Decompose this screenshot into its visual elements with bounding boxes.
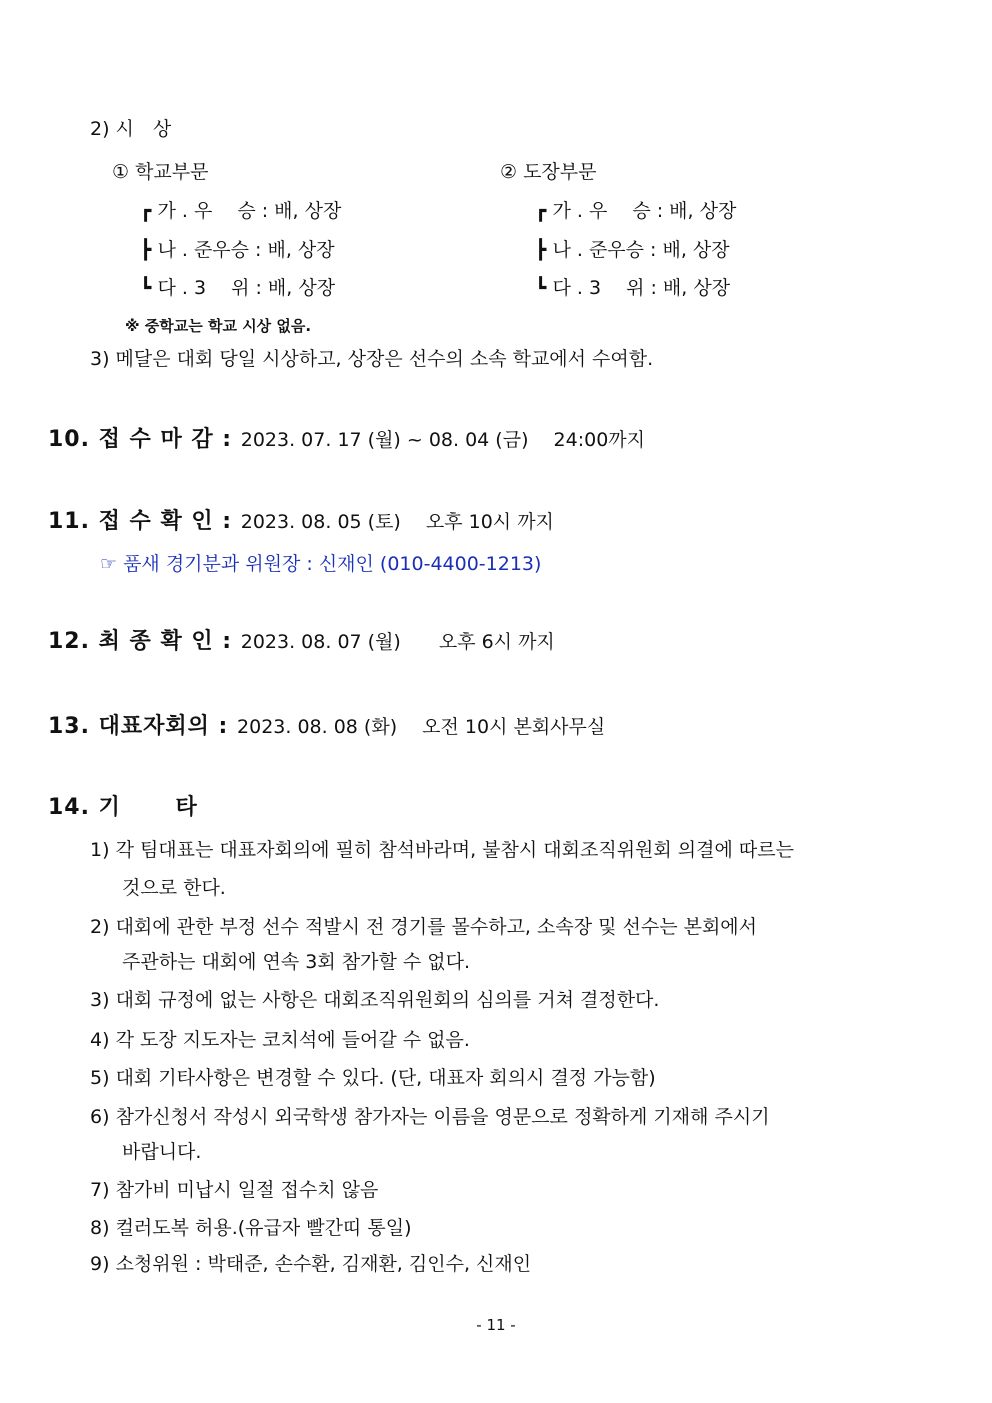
section-12-label: 12. 최 종 확 인 : bbox=[48, 629, 233, 654]
etc-item-number: 8) bbox=[90, 1217, 110, 1239]
etc-item-continuation: 것으로 한다. bbox=[122, 877, 226, 899]
contact-line: ☞ 품새 경기분과 위원장 : 신재인 (010-4400-1213) bbox=[100, 553, 542, 575]
etc-item-number: 4) bbox=[90, 1029, 110, 1051]
etc-item-text: 대회에 관한 부정 선수 적발시 전 경기를 몰수하고, 소속장 및 선수는 본회에서 bbox=[115, 916, 758, 938]
section-10-label: 10. 접 수 마 감 : bbox=[48, 427, 233, 452]
section-12 bbox=[48, 630, 555, 654]
school-award-row: ┗ 다 . 3 위 : 배, 상장 bbox=[140, 277, 336, 299]
section-10 bbox=[48, 428, 645, 452]
award-note: ※ 중학교는 학교 시상 없음. bbox=[125, 317, 312, 335]
etc-item-number: 1) bbox=[90, 839, 110, 861]
etc-item bbox=[90, 1178, 378, 1202]
section-11-value: 2023. 08. 05 (토) 오후 10시 까지 bbox=[240, 511, 554, 533]
etc-item-number: 9) bbox=[90, 1253, 110, 1275]
etc-item-text: 대회 기타사항은 변경할 수 있다. (단, 대표자 회의시 결정 가능함) bbox=[115, 1067, 656, 1089]
etc-item-text: 대회 규정에 없는 사항은 대회조직위원회의 심의를 거쳐 결정한다. bbox=[115, 989, 660, 1011]
section-13-value: 2023. 08. 08 (화) 오전 10시 본회사무실 bbox=[237, 716, 606, 738]
etc-item-text: 참가신청서 작성시 외국학생 참가자는 이름을 영문으로 정확하게 기재해 주시기 bbox=[115, 1106, 770, 1128]
award-item-3: 3) 메달은 대회 당일 시상하고, 상장은 선수의 소속 학교에서 수여함. bbox=[90, 348, 654, 370]
etc-item bbox=[90, 915, 757, 939]
section-14-label: 14. 기 타 bbox=[48, 795, 198, 820]
etc-item-text: 소청위원 : 박태준, 손수환, 김재환, 김인수, 신재인 bbox=[115, 1253, 532, 1275]
etc-item-continuation: 바랍니다. bbox=[122, 1141, 202, 1163]
etc-item bbox=[90, 1066, 656, 1090]
section-13 bbox=[48, 715, 605, 739]
page-number: - 11 - bbox=[476, 1316, 516, 1334]
award-heading: 2) 시 상 bbox=[90, 118, 172, 140]
etc-item-text: 각 팀대표는 대표자회의에 필히 참석바라며, 불참시 대회조직위원회 의결에 따르는 bbox=[115, 839, 794, 861]
section-11 bbox=[48, 510, 554, 534]
section-10-value: 2023. 07. 17 (월) ~ 08. 04 (금) 24:00까지 bbox=[240, 429, 645, 451]
etc-item-number: 5) bbox=[90, 1067, 110, 1089]
etc-item-number: 6) bbox=[90, 1106, 110, 1128]
dojang-award-row: ┏ 가 . 우 승 : 배, 상장 bbox=[535, 200, 737, 222]
etc-item bbox=[90, 1216, 412, 1240]
etc-item bbox=[90, 1252, 531, 1276]
etc-item-continuation: 주관하는 대회에 연속 3회 참가할 수 없다. bbox=[122, 951, 471, 973]
section-12-value: 2023. 08. 07 (월) 오후 6시 까지 bbox=[240, 631, 555, 653]
etc-item-number: 2) bbox=[90, 916, 110, 938]
etc-item bbox=[90, 1028, 470, 1052]
etc-item bbox=[90, 838, 794, 862]
etc-item-number: 7) bbox=[90, 1179, 110, 1201]
etc-item bbox=[90, 988, 659, 1012]
etc-item-text: 컬러도복 허용.(유급자 빨간띠 통일) bbox=[115, 1217, 412, 1239]
etc-item bbox=[90, 1105, 770, 1129]
section-13-label: 13. 대표자회의 : bbox=[48, 714, 229, 739]
school-award-row: ┣ 나 . 준우승 : 배, 상장 bbox=[140, 239, 335, 261]
dojang-section-title: ② 도장부문 bbox=[500, 161, 597, 183]
etc-item-number: 3) bbox=[90, 989, 110, 1011]
etc-item-text: 각 도장 지도자는 코치석에 들어갈 수 없음. bbox=[115, 1029, 470, 1051]
etc-item-text: 참가비 미납시 일절 접수치 않음 bbox=[115, 1179, 379, 1201]
dojang-award-row: ┣ 나 . 준우승 : 배, 상장 bbox=[535, 239, 730, 261]
section-11-label: 11. 접 수 확 인 : bbox=[48, 509, 233, 534]
school-section-title: ① 학교부문 bbox=[112, 161, 209, 183]
school-award-row: ┏ 가 . 우 승 : 배, 상장 bbox=[140, 200, 342, 222]
dojang-award-row: ┗ 다 . 3 위 : 배, 상장 bbox=[535, 277, 731, 299]
